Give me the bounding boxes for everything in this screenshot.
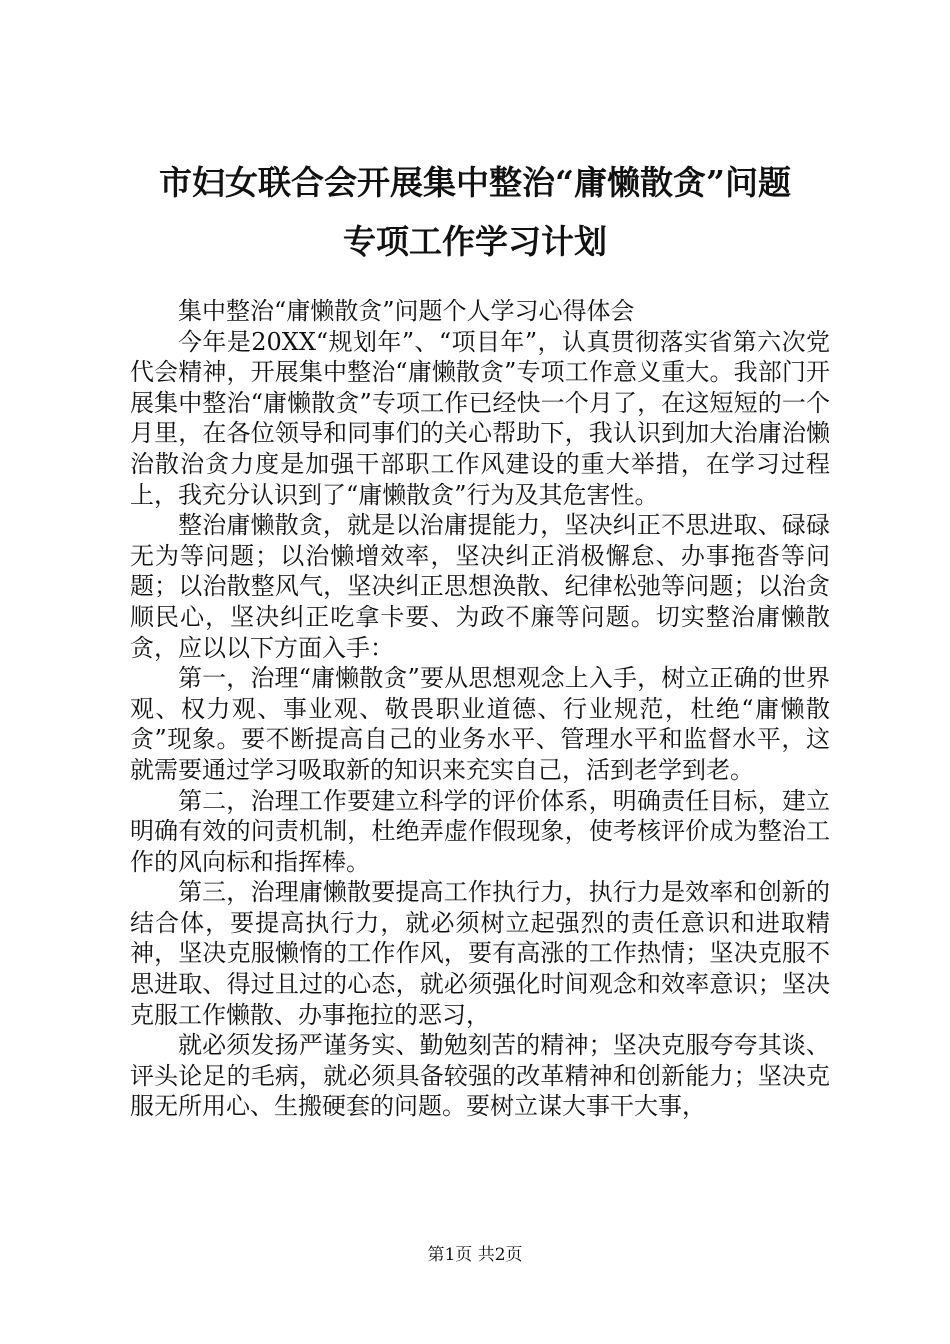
body-paragraph: 整治庸懒散贪，就是以治庸提能力，坚决纠正不思进取、碌碌无为等问题；以治懒增效率，坚决纠正消极懈怠、办事拖沓等问题；以治散整风气，坚决纠正思想涣散、纪律松弛等问题；以治贪顺民心，坚决纠正吃拿卡要、为政不廉等问题。切实整治庸懒散贪，应以以下方面入手： xyxy=(130,511,830,662)
body-paragraph: 第二，治理工作要建立科学的评价体系，明确责任目标，建立明确有效的问责机制，杜绝弄虚作假现象，使考核评价成为整治工作的风向标和指挥棒。 xyxy=(130,786,830,876)
body-paragraph: 就必须发扬严谨务实、勤勉刻苦的精神；坚决克服夸夸其谈、评头论足的毛病，就必须具备较强的改革精神和创新能力；坚决克服无所用心、生搬硬套的问题。要树立谋大事干大事， xyxy=(130,1031,830,1121)
document-body xyxy=(130,296,830,1122)
document-title-line-1: 市妇女联合会开展集中整治“庸懒散贪”问题 xyxy=(159,163,791,202)
body-paragraph: 第三，治理庸懒散要提高工作执行力，执行力是效率和创新的结合体，要提高执行力，就必须树立起强烈的责任意识和进取精神，坚决克服懒惰的工作作风，要有高涨的工作热情；坚决克服不思进取、得过且过的心态，就必须强化时间观念和效率意识；坚决克服工作懒散、办事拖拉的恶习， xyxy=(130,878,830,1029)
body-paragraph-subtitle: 集中整治“庸懒散贪”问题个人学习心得体会 xyxy=(178,297,635,325)
page-footer: 第1页 共2页 xyxy=(427,1245,523,1265)
body-paragraph: 第一，治理“庸懒散贪”要从思想观念上入手，树立正确的世界观、权力观、事业观、敬畏职业道德、行业规范，杜绝“庸懒散贪”现象。要不断提高自己的业务水平、管理水平和监督水平，这就需要通过学习吸取新的知识来充实自己，活到老学到老。 xyxy=(130,664,830,784)
document-title-line-2: 专项工作学习计划 xyxy=(343,222,607,261)
body-paragraph: 今年是20XX“规划年”、“项目年”，认真贯彻落实省第六次党代会精神，开展集中整治“庸懒散贪”专项工作意义重大。我部门开展集中整治“庸懒散贪”专项工作已经快一个月了，在这短短的一个月里，在各位领导和同事们的关心帮助下，我认识到加大治庸治懒治散治贪力度是加强干部职工作风建设的重大举措，在学习过程上，我充分认识到了“庸懒散贪”行为及其危害性。 xyxy=(130,327,830,509)
